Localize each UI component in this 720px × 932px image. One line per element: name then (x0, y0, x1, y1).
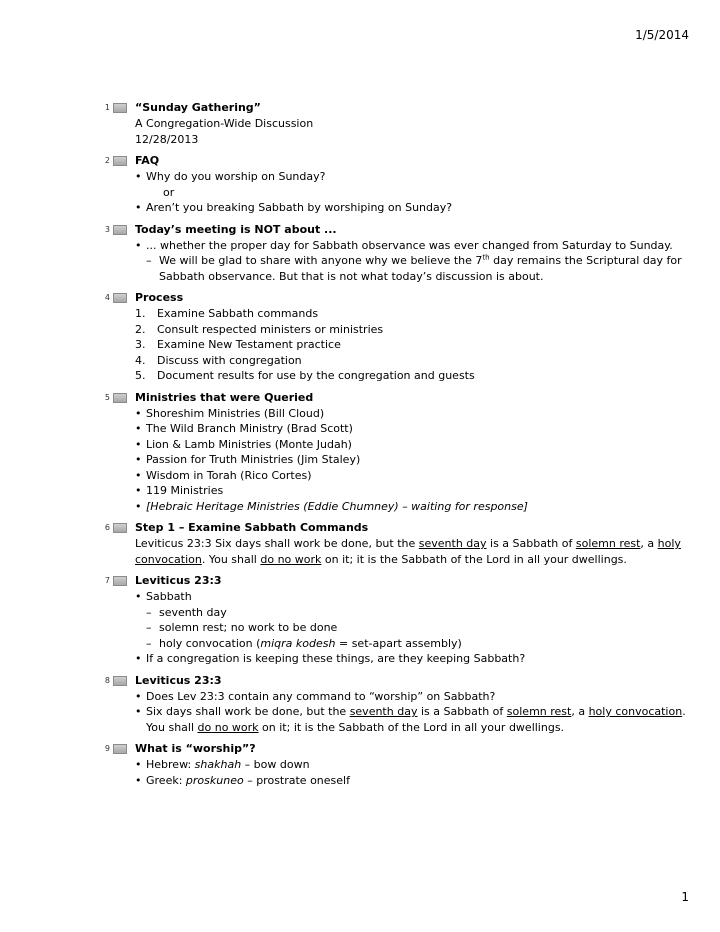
text-run: . You shall (201, 552, 261, 566)
bullet: • ... whether the proper day for Sabbath observance was ever changed from Saturday to Sunday. (135, 238, 690, 254)
bullet (135, 773, 690, 789)
bullet: • Shoreshim Ministries (Bill Cloud) (135, 406, 690, 422)
slide-number: 5 (104, 392, 110, 402)
slide-thumbnail-icon (113, 103, 127, 113)
text-run: day remains the Scriptural day for Sabbath observance. But that is not what today’s discussion is about. (159, 254, 682, 283)
sub-bullet: – seventh day (135, 605, 690, 621)
text-run: We will be glad to share with anyone why we believe the 7 (159, 254, 483, 267)
text-run: is a Sabbath of (417, 705, 507, 718)
text-line: or (163, 185, 175, 199)
italic-text: miqra kodesh (260, 636, 336, 650)
item-text: Discuss with congregation (157, 353, 302, 367)
text-run: , a (640, 537, 658, 550)
bullet: • The Wild Branch Ministry (Brad Scott) (135, 421, 690, 437)
slide-number: 7 (104, 576, 110, 585)
slide-thumbnail-icon (113, 576, 127, 586)
slide-5 (100, 390, 690, 515)
slide-title: “Sunday Gathering” (135, 101, 261, 114)
italic-text: [Hebraic Heritage Ministries (Eddie Chumney) – waiting for response] (146, 499, 528, 513)
text-run: on it; it is the Sabbath of the Lord in all your dwellings. (321, 552, 627, 566)
bullet: • Lion & Lamb Ministries (Monte Judah) (135, 437, 690, 453)
slide-title: Step 1 – Examine Sabbath Commands (135, 521, 369, 534)
text-run: – bow down (241, 758, 310, 771)
italic-text: shakhah (194, 758, 242, 771)
print-date: 1/5/2014 (635, 28, 689, 42)
text-run: Six days shall work be done, but the (146, 705, 350, 718)
bullet (135, 499, 690, 515)
slide-8 (100, 673, 690, 736)
underlined-text: seventh day (349, 705, 418, 718)
item-text: Document results for use by the congregation and guests (157, 369, 475, 382)
underlined-text: do no work (197, 720, 259, 734)
numbered-item (135, 322, 690, 338)
superscript: th (482, 253, 490, 262)
slide-number: 1 (104, 103, 110, 112)
slide-3 (100, 222, 690, 285)
italic-text: proskuneo (185, 773, 244, 787)
bullet: • If a congregation is keeping these things, are they keeping Sabbath? (135, 651, 690, 667)
bullet: • Sabbath (135, 589, 690, 605)
slide-thumbnail-icon (113, 156, 127, 166)
numbered-item (135, 353, 690, 369)
item-text: Examine Sabbath commands (157, 307, 319, 320)
text-run: – prostrate oneself (243, 773, 350, 787)
item-number: 2. (135, 322, 146, 336)
bullet: • Why do you worship on Sunday? (135, 169, 690, 185)
slide-2 (100, 153, 690, 216)
sub-bullet: – solemn rest; no work to be done (135, 620, 690, 636)
slide-title: FAQ (135, 154, 160, 167)
item-number: 1. (135, 307, 146, 320)
slide-title: Process (135, 291, 184, 304)
underlined-text: seventh day (418, 537, 487, 550)
text-run: Greek: (146, 773, 186, 787)
slide-number: 4 (104, 293, 110, 302)
numbered-item (135, 337, 690, 353)
text-run: = set-apart assembly) (335, 636, 462, 650)
slide-number: 2 (104, 156, 110, 165)
item-text: Examine New Testament practice (157, 338, 341, 351)
numbered-item (135, 306, 690, 322)
text-run: , a (571, 705, 589, 718)
scripture-paragraph (135, 536, 690, 567)
text-run: holy convocation ( (159, 636, 261, 650)
slide-subtitle: A Congregation-Wide Discussion (135, 117, 314, 130)
underlined-text: solemn rest (575, 537, 641, 550)
slide-6 (100, 520, 690, 567)
bullet: • Does Lev 23:3 contain any command to “worship” on Sabbath? (135, 689, 690, 705)
underlined-text: solemn rest (506, 705, 572, 718)
bullet: • 119 Ministries (135, 483, 690, 499)
slide-title: Leviticus 23:3 (135, 574, 222, 587)
slide-1 (100, 100, 690, 147)
item-text: Consult respected ministers or ministries (157, 322, 384, 336)
slide-title: Today’s meeting is NOT about ... (135, 222, 337, 236)
text-run: is a Sabbath of (486, 537, 576, 550)
slide-7 (100, 573, 690, 667)
slide-thumbnail-icon (113, 293, 127, 303)
item-number: 5. (135, 369, 146, 382)
slide-number: 6 (104, 523, 110, 532)
slide-thumbnail-icon (113, 744, 127, 754)
item-number: 3. (135, 338, 146, 351)
slide-thumbnail-icon (113, 523, 127, 533)
bullet (135, 704, 690, 735)
bullet: • Passion for Truth Ministries (Jim Staley) (135, 452, 690, 468)
text-run: Hebrew: (146, 758, 195, 771)
numbered-item (135, 368, 690, 384)
bullet: • Wisdom in Torah (Rico Cortes) (135, 468, 690, 484)
slide-title: Ministries that were Queried (135, 390, 314, 404)
slide-title: What is “worship”? (135, 742, 256, 755)
slide-thumbnail-icon (113, 393, 127, 403)
text-run: on it; it is the Sabbath of the Lord in all your dwellings. (258, 720, 565, 734)
sub-bullet (135, 253, 690, 284)
underlined-text: holy convocation (588, 705, 683, 718)
slide-thumbnail-icon (113, 225, 127, 235)
slide-4 (100, 290, 690, 384)
slide-number: 9 (104, 744, 110, 753)
underlined-text: holy convocation (135, 537, 681, 566)
bullet: • Aren’t you breaking Sabbath by worshiping on Sunday? (135, 200, 690, 216)
slide-date: 12/28/2013 (135, 132, 199, 146)
slide-number: 3 (104, 224, 110, 234)
slide-title: Leviticus 23:3 (135, 673, 222, 687)
underlined-text: do no work (260, 552, 322, 566)
slide-thumbnail-icon (113, 676, 127, 686)
slide-number: 8 (104, 675, 110, 685)
item-number: 4. (135, 353, 146, 367)
bullet (135, 757, 690, 773)
slide-notes-list (100, 100, 690, 794)
sub-bullet (135, 636, 690, 652)
slide-9 (100, 741, 690, 788)
page-number: 1 (681, 890, 689, 904)
text-run: . You shall (146, 705, 686, 734)
text-run: Leviticus 23:3 Six days shall work be done, but the (135, 537, 419, 550)
